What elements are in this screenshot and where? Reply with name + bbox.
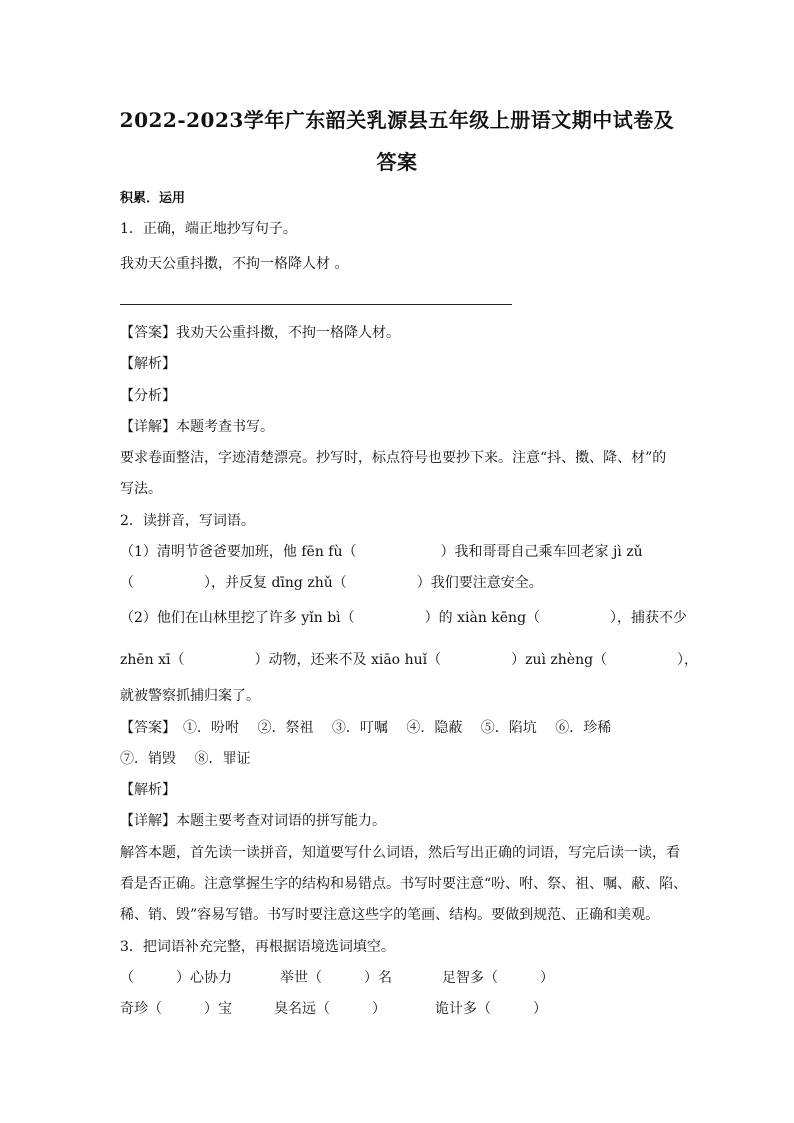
question-1-detail-heading: 【详解】本题考查书写。 (120, 419, 274, 435)
question-2: 2．读拼音，写词语。 (120, 513, 255, 529)
question-1-sentence: 我劝天公重抖擞，不拘一格降人材 。 (120, 256, 349, 272)
question-2-line-1: （1）清明节爸爸要加班，他 fēn fù（ ）我和哥哥自己乘车回老家 jì zǔ (120, 544, 643, 560)
question-1-analysis: 【解析】 (120, 356, 176, 372)
question-2-analysis: 【解析】 (120, 782, 176, 798)
document-title-line1: 2022-2023学年广东韶关乳源县五年级上册语文期中试卷及 (119, 108, 675, 132)
question-1-answer: 【答案】我劝天公重抖擞，不拘一格降人材。 (120, 325, 400, 341)
question-2-line-3: （2）他们在山林里挖了许多 yǐn bì（ ）的 xiàn kēng（ ），捕获不少 (120, 610, 688, 626)
q3-idiom-3: 足智多（ ） (442, 970, 554, 986)
question-2-line-2: （ ），并反复 dīng zhǔ（ ）我们要注意安全。 (120, 575, 543, 591)
question-2-answer-b: ⑦．销毁 ⑧．罪证 (120, 751, 251, 767)
question-2-detail-c: 稀、销、毁”容易写错。书写时要注意这些字的笔画、结构。要做到规范、正确和美观。 (120, 907, 660, 923)
question-1-fenxi: 【分析】 (120, 388, 176, 404)
question-1-detail-b: 写法。 (120, 481, 162, 497)
q3-idiom-2: 举世（ ）名 (280, 970, 392, 986)
question-2-line-5: 就被警察抓捕归案了。 (120, 688, 260, 704)
q3-idiom-4: 奇珍（ ）宝 (120, 1001, 232, 1017)
q3-idiom-5: 臭名远（ ） (274, 1001, 386, 1017)
question-2-answer-a: 【答案】 ①．吩咐 ②．祭祖 ③．叮嘱 ④．隐蔽 ⑤．陷坑 ⑥．珍稀 (120, 720, 612, 736)
question-2-detail-b: 看是否正确。注意掌握生字的结构和易错点。书写时要注意“吩、咐、祭、祖、嘱、蔽、陷、 (120, 876, 688, 892)
question-3: 3．把词语补充完整，再根据语境选词填空。 (120, 939, 395, 955)
q3-idiom-1: （ ）心协力 (120, 970, 232, 986)
answer-line (120, 304, 512, 305)
q3-idiom-6: 诡计多（ ） (435, 1001, 547, 1017)
question-1: 1．正确，端正地抄写句子。 (120, 221, 297, 237)
document-title-line2: 答案 (376, 150, 418, 174)
question-2-line-4: zhēn xī（ ）动物，还来不及 xiāo huǐ（ ）zuì zhèng（ ）， (120, 652, 699, 668)
section-heading: 积累．运用 (120, 191, 186, 206)
question-2-detail-heading: 【详解】本题主要考查对词语的拼写能力。 (120, 813, 386, 829)
question-2-detail-a: 解答本题，首先读一读拼音，知道要写什么词语，然后写出正确的词语，写完后读一读，看 (120, 845, 680, 861)
question-1-detail-a: 要求卷面整洁，字迹清楚漂亮。抄写时，标点符号也要抄下来。注意“抖、擞、降、材”的 (120, 450, 667, 466)
